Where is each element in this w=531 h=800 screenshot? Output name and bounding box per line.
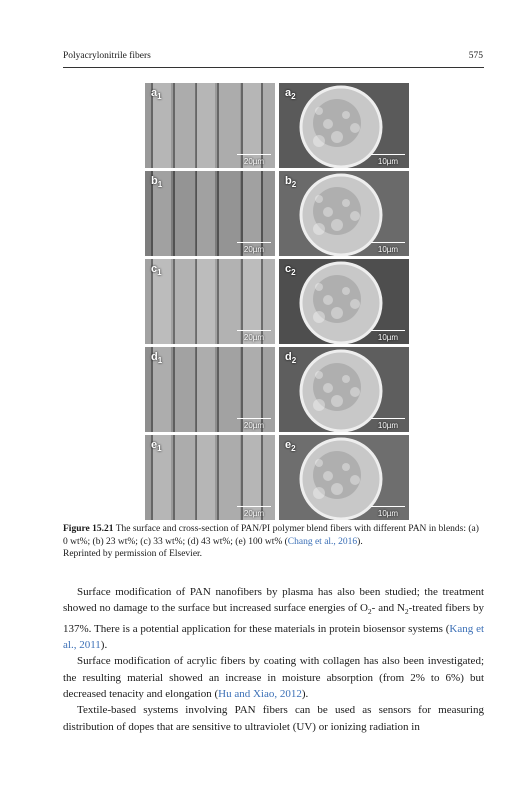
sem-panel-a2 <box>279 83 409 168</box>
p1-text-a: Surface modification of PAN nanofibers by plasma has also been studied; the treatment showed no damage to the surface but increased surface energies of O <box>63 586 484 615</box>
scale-bar-c2: 10µm <box>371 330 405 342</box>
scale-bar-e2: 10µm <box>371 506 405 518</box>
citation-link-hu[interactable]: Hu and Xiao, 2012 <box>218 687 302 700</box>
panel-label-e2: $e_2$ <box>285 439 296 454</box>
panel-label-b1: $b_1$ <box>151 175 163 190</box>
running-title: Polyacrylonitrile fibers <box>63 51 151 61</box>
sem-panel-d2 <box>279 347 409 432</box>
p1-sub-o2: 2 <box>367 607 372 617</box>
panel-label-a2: $a_2$ <box>285 87 296 102</box>
p1-text-b: - and N <box>371 602 405 615</box>
sem-panel-c2 <box>279 259 409 344</box>
paragraph-sensors <box>63 702 484 735</box>
running-head <box>63 51 483 65</box>
panel-label-a1: $a_1$ <box>151 87 162 102</box>
citation-link-kang[interactable]: Kang et al., 2011 <box>63 622 485 652</box>
scale-bar-d2: 10µm <box>371 418 405 430</box>
panel-label-d2: $d_2$ <box>285 351 297 366</box>
sem-panel-d1 <box>145 347 275 432</box>
header-rule <box>63 67 484 68</box>
body-text <box>63 584 484 735</box>
panel-label-c1: $c_1$ <box>151 263 162 278</box>
p2-text-b: ). <box>301 687 309 700</box>
scale-bar-a2: 10µm <box>371 154 405 166</box>
scale-bar-b2: 10µm <box>371 242 405 254</box>
scale-bar-c1: 20µm <box>237 330 271 342</box>
caption-text: The surface and cross-section of PAN/PI polymer blend fibers with different PAN in blends: (a) 0 wt%; (b) 23 wt%; (c) 33 wt%; (d) 43 wt%; (e) 100 wt% ( <box>63 524 479 547</box>
sem-panel-c1 <box>145 259 275 344</box>
p1-text-d: ). <box>100 639 108 652</box>
paragraph-collagen <box>63 653 484 702</box>
caption-citation-link[interactable]: Chang et al., 2016 <box>287 536 358 547</box>
p3-text: Textile-based systems involving PAN fibers can be used as sensors for measuring distribution of dopes that are sensitive to ultraviolet (UV) or ionizing radiation in <box>63 704 484 733</box>
scale-bar-e1: 20µm <box>237 506 271 518</box>
panel-label-c2: $c_2$ <box>285 263 296 278</box>
p1-sub-n2: 2 <box>404 607 409 617</box>
figure-15-21 <box>145 83 409 517</box>
caption-text-end: ). <box>357 536 363 547</box>
panel-label-b2: $b_2$ <box>285 175 297 190</box>
panel-label-e1: $e_1$ <box>151 439 162 454</box>
sem-panel-b2 <box>279 171 409 256</box>
reprint-notice: Reprinted by permission of Elsevier. <box>63 549 203 559</box>
p1-text-c: -treated fibers by 137%. There is a potential application for these materials in protein biosensor systems ( <box>63 602 484 635</box>
scale-bar-b1: 20µm <box>237 242 271 254</box>
page-number: 575 <box>468 51 483 61</box>
scale-bar-d1: 20µm <box>237 418 271 430</box>
sem-panel-e1 <box>145 435 275 520</box>
figure-caption <box>63 523 484 561</box>
p2-text-a: Surface modification of acrylic fibers by coating with collagen has also been investigated; the resulting material showed an increase in moisture absorption (from 2% to 6%) but decreased tenacity and elongation ( <box>63 655 484 700</box>
sem-panel-b1 <box>145 171 275 256</box>
paragraph-plasma <box>63 584 484 653</box>
sem-panel-e2 <box>279 435 409 520</box>
scale-bar-a1: 20µm <box>237 154 271 166</box>
sem-panel-a1 <box>145 83 275 168</box>
figure-number: Figure 15.21 <box>63 524 114 534</box>
panel-label-d1: $d_1$ <box>151 351 163 366</box>
